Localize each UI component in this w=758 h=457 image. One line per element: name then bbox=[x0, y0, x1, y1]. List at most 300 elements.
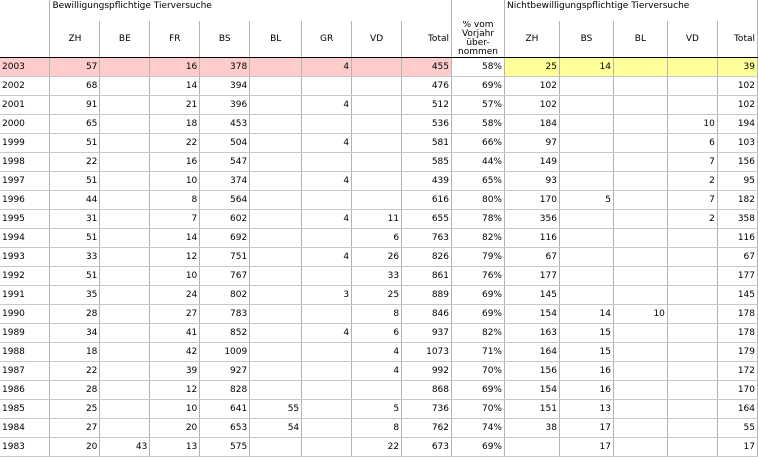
cell-nbl bbox=[613, 229, 667, 248]
cell-vd: 4 bbox=[352, 343, 402, 362]
cell-fr: 10 bbox=[150, 400, 200, 419]
cell-pct: 58% bbox=[452, 58, 505, 77]
table-row bbox=[0, 305, 758, 324]
cell-vd: 6 bbox=[352, 324, 402, 343]
col-header-pct-vorjahr bbox=[452, 21, 505, 58]
cell-vd: 33 bbox=[352, 267, 402, 286]
cell-bs: 828 bbox=[200, 381, 250, 400]
cell-be bbox=[100, 286, 150, 305]
cell-ntotal: 17 bbox=[717, 438, 757, 457]
cell-gr: 4 bbox=[302, 248, 352, 267]
cell-fr: 21 bbox=[150, 96, 200, 115]
cell-total: 889 bbox=[402, 286, 452, 305]
cell-ntotal: 170 bbox=[717, 381, 757, 400]
cell-nvd bbox=[667, 343, 717, 362]
cell-pct: 80% bbox=[452, 191, 505, 210]
cell-pct: 76% bbox=[452, 267, 505, 286]
col-header-n-bs: BS bbox=[559, 21, 613, 58]
pct-group-cell bbox=[452, 0, 505, 21]
table-row bbox=[0, 286, 758, 305]
year-cell: 1996 bbox=[0, 191, 50, 210]
cell-be bbox=[100, 96, 150, 115]
cell-bs: 564 bbox=[200, 191, 250, 210]
year-cell: 1991 bbox=[0, 286, 50, 305]
cell-gr bbox=[302, 381, 352, 400]
col-header-n-bl: BL bbox=[613, 21, 667, 58]
cell-be bbox=[100, 172, 150, 191]
year-cell: 1985 bbox=[0, 400, 50, 419]
cell-bl bbox=[250, 229, 302, 248]
cell-vd bbox=[352, 172, 402, 191]
cell-vd bbox=[352, 115, 402, 134]
cell-total: 536 bbox=[402, 115, 452, 134]
cell-be bbox=[100, 248, 150, 267]
cell-nbs: 14 bbox=[559, 305, 613, 324]
cell-bl bbox=[250, 58, 302, 77]
cell-bs: 852 bbox=[200, 324, 250, 343]
cell-nzh: 151 bbox=[504, 400, 559, 419]
cell-ntotal: 177 bbox=[717, 267, 757, 286]
cell-pct: 69% bbox=[452, 381, 505, 400]
cell-vd bbox=[352, 96, 402, 115]
cell-pct: 57% bbox=[452, 96, 505, 115]
cell-be bbox=[100, 229, 150, 248]
cell-nzh: 97 bbox=[504, 134, 559, 153]
cell-gr bbox=[302, 362, 352, 381]
cell-bs: 547 bbox=[200, 153, 250, 172]
table-row bbox=[0, 362, 758, 381]
cell-vd bbox=[352, 153, 402, 172]
cell-total: 846 bbox=[402, 305, 452, 324]
cell-pct: 82% bbox=[452, 229, 505, 248]
cell-vd bbox=[352, 77, 402, 96]
cell-total: 868 bbox=[402, 381, 452, 400]
cell-nbs: 5 bbox=[559, 191, 613, 210]
cell-bs: 1009 bbox=[200, 343, 250, 362]
cell-pct: 70% bbox=[452, 400, 505, 419]
cell-gr bbox=[302, 115, 352, 134]
cell-nvd: 10 bbox=[667, 115, 717, 134]
cell-total: 861 bbox=[402, 267, 452, 286]
cell-nvd bbox=[667, 400, 717, 419]
cell-be bbox=[100, 305, 150, 324]
col-header-n-zh: ZH bbox=[504, 21, 559, 58]
cell-nvd: 7 bbox=[667, 191, 717, 210]
cell-gr bbox=[302, 191, 352, 210]
cell-bs: 374 bbox=[200, 172, 250, 191]
cell-nbl bbox=[613, 343, 667, 362]
cell-ntotal: 178 bbox=[717, 324, 757, 343]
cell-bl bbox=[250, 362, 302, 381]
cell-gr: 4 bbox=[302, 58, 352, 77]
cell-gr bbox=[302, 438, 352, 457]
group-label-bewilligungspflichtig: Bewilligungspflichtige Tierversuche bbox=[50, 0, 452, 21]
cell-vd: 6 bbox=[352, 229, 402, 248]
cell-vd: 11 bbox=[352, 210, 402, 229]
cell-be: 43 bbox=[100, 438, 150, 457]
cell-ntotal: 358 bbox=[717, 210, 757, 229]
cell-nbl bbox=[613, 400, 667, 419]
cell-nbl bbox=[613, 210, 667, 229]
cell-nbl bbox=[613, 381, 667, 400]
cell-total: 585 bbox=[402, 153, 452, 172]
cell-gr bbox=[302, 305, 352, 324]
cell-zh: 33 bbox=[50, 248, 100, 267]
cell-total: 655 bbox=[402, 210, 452, 229]
table-row bbox=[0, 229, 758, 248]
cell-total: 1073 bbox=[402, 343, 452, 362]
cell-nbl bbox=[613, 286, 667, 305]
cell-zh: 57 bbox=[50, 58, 100, 77]
cell-nbl bbox=[613, 134, 667, 153]
cell-bl bbox=[250, 96, 302, 115]
cell-gr bbox=[302, 267, 352, 286]
cell-bs: 641 bbox=[200, 400, 250, 419]
cell-zh: 51 bbox=[50, 229, 100, 248]
cell-be bbox=[100, 77, 150, 96]
cell-gr: 4 bbox=[302, 172, 352, 191]
cell-ntotal: 172 bbox=[717, 362, 757, 381]
cell-nbs bbox=[559, 153, 613, 172]
cell-fr: 22 bbox=[150, 134, 200, 153]
cell-bl bbox=[250, 286, 302, 305]
cell-bl: 55 bbox=[250, 400, 302, 419]
cell-pct: 70% bbox=[452, 362, 505, 381]
year-cell: 1988 bbox=[0, 343, 50, 362]
cell-gr: 4 bbox=[302, 96, 352, 115]
cell-vd: 8 bbox=[352, 419, 402, 438]
cell-bs: 396 bbox=[200, 96, 250, 115]
cell-pct: 65% bbox=[452, 172, 505, 191]
cell-nbs bbox=[559, 248, 613, 267]
cell-be bbox=[100, 324, 150, 343]
cell-fr: 20 bbox=[150, 419, 200, 438]
cell-vd bbox=[352, 381, 402, 400]
cell-bl bbox=[250, 248, 302, 267]
cell-be bbox=[100, 210, 150, 229]
year-header-cell bbox=[0, 21, 50, 58]
cell-be bbox=[100, 58, 150, 77]
cell-fr: 14 bbox=[150, 229, 200, 248]
cell-fr: 16 bbox=[150, 58, 200, 77]
corner-cell bbox=[0, 0, 50, 21]
cell-be bbox=[100, 134, 150, 153]
cell-nbl bbox=[613, 419, 667, 438]
cell-nbs bbox=[559, 229, 613, 248]
cell-gr bbox=[302, 343, 352, 362]
cell-nzh: 93 bbox=[504, 172, 559, 191]
cell-nbs bbox=[559, 96, 613, 115]
cell-ntotal: 156 bbox=[717, 153, 757, 172]
cell-fr: 13 bbox=[150, 438, 200, 457]
year-cell: 1993 bbox=[0, 248, 50, 267]
table-row bbox=[0, 400, 758, 419]
cell-bs: 453 bbox=[200, 115, 250, 134]
cell-fr: 12 bbox=[150, 248, 200, 267]
table-row bbox=[0, 343, 758, 362]
cell-pct: 69% bbox=[452, 438, 505, 457]
cell-be bbox=[100, 191, 150, 210]
cell-bs: 751 bbox=[200, 248, 250, 267]
cell-ntotal: 145 bbox=[717, 286, 757, 305]
year-cell: 2002 bbox=[0, 77, 50, 96]
cell-vd: 25 bbox=[352, 286, 402, 305]
cell-total: 763 bbox=[402, 229, 452, 248]
year-cell: 1992 bbox=[0, 267, 50, 286]
cell-nzh: 164 bbox=[504, 343, 559, 362]
cell-bl bbox=[250, 267, 302, 286]
cell-nvd bbox=[667, 58, 717, 77]
cell-gr bbox=[302, 153, 352, 172]
cell-gr: 4 bbox=[302, 134, 352, 153]
cell-gr bbox=[302, 229, 352, 248]
cell-nbs bbox=[559, 115, 613, 134]
cell-zh: 22 bbox=[50, 153, 100, 172]
cell-pct: 69% bbox=[452, 305, 505, 324]
cell-bl bbox=[250, 153, 302, 172]
cell-fr: 42 bbox=[150, 343, 200, 362]
col-header-n-vd: VD bbox=[667, 21, 717, 58]
pct-header-text: % vom Vorjahr über- nommen bbox=[457, 21, 498, 57]
cell-ntotal: 102 bbox=[717, 77, 757, 96]
cell-pct: 82% bbox=[452, 324, 505, 343]
table-row bbox=[0, 438, 758, 457]
cell-total: 736 bbox=[402, 400, 452, 419]
cell-nbl bbox=[613, 153, 667, 172]
cell-nbs: 13 bbox=[559, 400, 613, 419]
cell-bs: 602 bbox=[200, 210, 250, 229]
col-header-bl: BL bbox=[250, 21, 302, 58]
cell-vd bbox=[352, 134, 402, 153]
cell-total: 826 bbox=[402, 248, 452, 267]
cell-bl: 54 bbox=[250, 419, 302, 438]
cell-nzh: 154 bbox=[504, 305, 559, 324]
cell-pct: 79% bbox=[452, 248, 505, 267]
cell-zh: 28 bbox=[50, 381, 100, 400]
cell-be bbox=[100, 343, 150, 362]
cell-fr: 8 bbox=[150, 191, 200, 210]
cell-pct: 69% bbox=[452, 77, 505, 96]
cell-zh: 28 bbox=[50, 305, 100, 324]
cell-ntotal: 182 bbox=[717, 191, 757, 210]
cell-gr: 4 bbox=[302, 210, 352, 229]
table-row bbox=[0, 153, 758, 172]
cell-zh: 35 bbox=[50, 286, 100, 305]
cell-gr bbox=[302, 419, 352, 438]
cell-nbs bbox=[559, 267, 613, 286]
cell-nbs: 15 bbox=[559, 324, 613, 343]
cell-nzh: 145 bbox=[504, 286, 559, 305]
cell-pct: 44% bbox=[452, 153, 505, 172]
cell-nbl bbox=[613, 324, 667, 343]
cell-nbl bbox=[613, 248, 667, 267]
cell-bs: 378 bbox=[200, 58, 250, 77]
cell-fr: 14 bbox=[150, 77, 200, 96]
cell-nzh: 38 bbox=[504, 419, 559, 438]
cell-nvd: 2 bbox=[667, 172, 717, 191]
cell-nbs: 15 bbox=[559, 343, 613, 362]
table-row bbox=[0, 381, 758, 400]
cell-gr bbox=[302, 400, 352, 419]
cell-bl bbox=[250, 305, 302, 324]
cell-nbl bbox=[613, 77, 667, 96]
table-row bbox=[0, 96, 758, 115]
cell-nbl bbox=[613, 267, 667, 286]
cell-nbs bbox=[559, 172, 613, 191]
cell-be bbox=[100, 419, 150, 438]
cell-nvd: 6 bbox=[667, 134, 717, 153]
cell-nzh: 149 bbox=[504, 153, 559, 172]
cell-nvd bbox=[667, 77, 717, 96]
cell-nvd bbox=[667, 229, 717, 248]
year-cell: 2001 bbox=[0, 96, 50, 115]
cell-ntotal: 39 bbox=[717, 58, 757, 77]
cell-nzh: 67 bbox=[504, 248, 559, 267]
cell-vd bbox=[352, 58, 402, 77]
table-row bbox=[0, 115, 758, 134]
cell-nzh: 170 bbox=[504, 191, 559, 210]
cell-gr bbox=[302, 77, 352, 96]
cell-total: 439 bbox=[402, 172, 452, 191]
table-row bbox=[0, 77, 758, 96]
cell-bs: 575 bbox=[200, 438, 250, 457]
year-cell: 1994 bbox=[0, 229, 50, 248]
year-cell: 2000 bbox=[0, 115, 50, 134]
cell-nzh: 177 bbox=[504, 267, 559, 286]
cell-bs: 504 bbox=[200, 134, 250, 153]
cell-vd: 5 bbox=[352, 400, 402, 419]
cell-be bbox=[100, 381, 150, 400]
cell-nvd bbox=[667, 362, 717, 381]
cell-vd bbox=[352, 191, 402, 210]
cell-nzh: 102 bbox=[504, 96, 559, 115]
cell-nbl bbox=[613, 172, 667, 191]
cell-total: 476 bbox=[402, 77, 452, 96]
year-cell: 1998 bbox=[0, 153, 50, 172]
table-row bbox=[0, 419, 758, 438]
group-label-nichtbewilligungspflichtig: Nichtbewilligungspflichtige Tierversuche bbox=[504, 0, 757, 21]
cell-be bbox=[100, 362, 150, 381]
cell-total: 512 bbox=[402, 96, 452, 115]
cell-nbs: 17 bbox=[559, 419, 613, 438]
cell-zh: 22 bbox=[50, 362, 100, 381]
cell-gr: 4 bbox=[302, 324, 352, 343]
col-header-total: Total bbox=[402, 21, 452, 58]
table-row bbox=[0, 191, 758, 210]
table-row bbox=[0, 248, 758, 267]
cell-nbs: 14 bbox=[559, 58, 613, 77]
cell-nvd bbox=[667, 267, 717, 286]
cell-be bbox=[100, 115, 150, 134]
cell-total: 937 bbox=[402, 324, 452, 343]
cell-zh: 44 bbox=[50, 191, 100, 210]
cell-nvd: 7 bbox=[667, 153, 717, 172]
cell-nbs: 16 bbox=[559, 381, 613, 400]
cell-bl bbox=[250, 172, 302, 191]
cell-ntotal: 164 bbox=[717, 400, 757, 419]
cell-nvd bbox=[667, 419, 717, 438]
year-cell: 1984 bbox=[0, 419, 50, 438]
cell-total: 762 bbox=[402, 419, 452, 438]
cell-be bbox=[100, 400, 150, 419]
cell-vd: 26 bbox=[352, 248, 402, 267]
cell-fr: 7 bbox=[150, 210, 200, 229]
cell-total: 673 bbox=[402, 438, 452, 457]
cell-fr: 39 bbox=[150, 362, 200, 381]
cell-nbl bbox=[613, 362, 667, 381]
cell-nzh: 116 bbox=[504, 229, 559, 248]
table-row bbox=[0, 210, 758, 229]
year-cell: 1999 bbox=[0, 134, 50, 153]
cell-ntotal: 179 bbox=[717, 343, 757, 362]
cell-vd: 22 bbox=[352, 438, 402, 457]
cell-bl bbox=[250, 77, 302, 96]
cell-fr: 41 bbox=[150, 324, 200, 343]
cell-nvd bbox=[667, 96, 717, 115]
cell-zh: 18 bbox=[50, 343, 100, 362]
cell-bs: 783 bbox=[200, 305, 250, 324]
cell-total: 455 bbox=[402, 58, 452, 77]
cell-bl bbox=[250, 191, 302, 210]
cell-ntotal: 67 bbox=[717, 248, 757, 267]
cell-nzh: 154 bbox=[504, 381, 559, 400]
cell-fr: 27 bbox=[150, 305, 200, 324]
cell-fr: 24 bbox=[150, 286, 200, 305]
cell-nvd bbox=[667, 286, 717, 305]
cell-bs: 802 bbox=[200, 286, 250, 305]
cell-nzh: 356 bbox=[504, 210, 559, 229]
cell-nbs bbox=[559, 210, 613, 229]
cell-zh: 27 bbox=[50, 419, 100, 438]
cell-ntotal: 194 bbox=[717, 115, 757, 134]
cell-zh: 25 bbox=[50, 400, 100, 419]
cell-nvd: 2 bbox=[667, 210, 717, 229]
cell-ntotal: 95 bbox=[717, 172, 757, 191]
cell-pct: 74% bbox=[452, 419, 505, 438]
cell-ntotal: 102 bbox=[717, 96, 757, 115]
col-header-bs: BS bbox=[200, 21, 250, 58]
cell-bl bbox=[250, 210, 302, 229]
cell-ntotal: 55 bbox=[717, 419, 757, 438]
cell-nzh: 156 bbox=[504, 362, 559, 381]
cell-vd: 8 bbox=[352, 305, 402, 324]
year-cell: 1995 bbox=[0, 210, 50, 229]
cell-nvd bbox=[667, 305, 717, 324]
cell-nbl bbox=[613, 115, 667, 134]
cell-nvd bbox=[667, 248, 717, 267]
cell-pct: 78% bbox=[452, 210, 505, 229]
col-header-zh: ZH bbox=[50, 21, 100, 58]
col-header-gr: GR bbox=[302, 21, 352, 58]
cell-total: 581 bbox=[402, 134, 452, 153]
col-header-be: BE bbox=[100, 21, 150, 58]
cell-ntotal: 103 bbox=[717, 134, 757, 153]
col-header-fr: FR bbox=[150, 21, 200, 58]
cell-fr: 16 bbox=[150, 153, 200, 172]
table-row bbox=[0, 324, 758, 343]
cell-be bbox=[100, 153, 150, 172]
cell-bl bbox=[250, 115, 302, 134]
cell-gr: 3 bbox=[302, 286, 352, 305]
cell-bs: 692 bbox=[200, 229, 250, 248]
cell-pct: 71% bbox=[452, 343, 505, 362]
cell-ntotal: 116 bbox=[717, 229, 757, 248]
cell-zh: 65 bbox=[50, 115, 100, 134]
cell-bs: 767 bbox=[200, 267, 250, 286]
cell-bl bbox=[250, 438, 302, 457]
year-cell: 1990 bbox=[0, 305, 50, 324]
cell-bs: 653 bbox=[200, 419, 250, 438]
